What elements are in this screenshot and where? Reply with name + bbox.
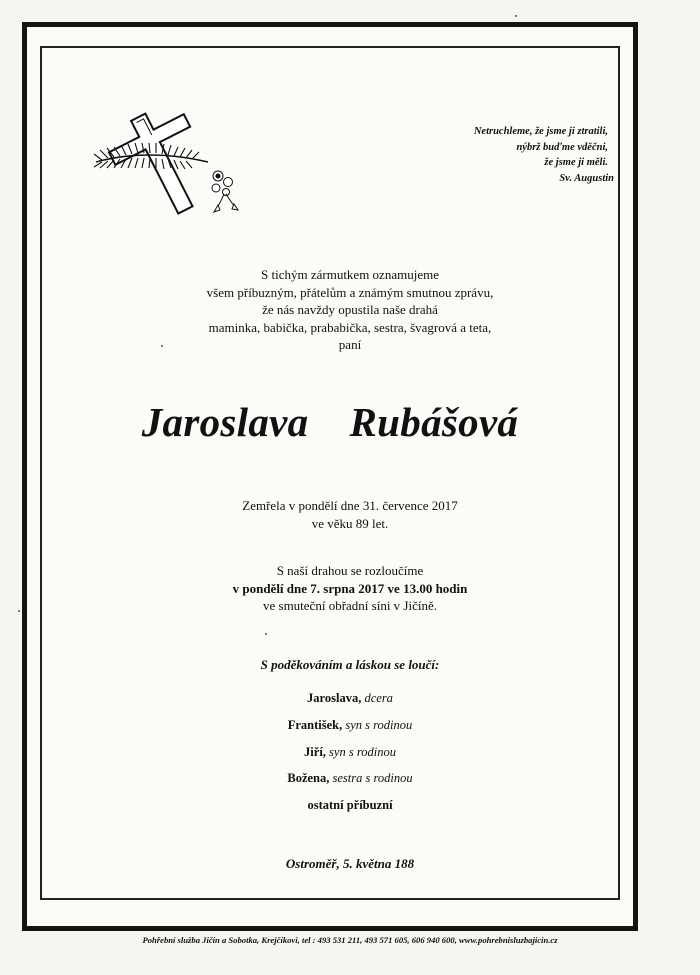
scan-speck — [265, 633, 267, 635]
relative-relation: syn s rodinou — [345, 718, 413, 732]
quote-author: Sv. Augustin — [559, 172, 614, 184]
funeral-service-footer: Pohřební služba Jičín a Sobotka, Krejčíkovi, tel : 493 531 211, 493 571 605, 606 940 600, www.pohrebnisluzbajicin.cz — [142, 935, 558, 945]
relative-name: František, — [287, 718, 343, 732]
relative-row — [0, 691, 700, 706]
deceased-name: Jaroslava Rubášová — [141, 399, 519, 445]
relative-name: Božena, — [287, 771, 330, 785]
death-date: Zemřela v pondělí dne 31. července 2017 — [242, 498, 458, 513]
relative-name: Jaroslava, — [307, 691, 362, 705]
announcement-line: S tichým zármutkem oznamujeme — [261, 267, 439, 282]
announcement-text — [0, 266, 700, 354]
relative-row — [0, 745, 700, 760]
relative-name: ostatní příbuzní — [307, 798, 393, 812]
scan-speck — [515, 15, 517, 17]
relative-row — [0, 771, 700, 786]
relative-relation: dcera — [364, 691, 393, 705]
funeral-datetime: v pondělí dne 7. srpna 2017 ve 13.00 hodin — [232, 580, 468, 596]
quote-block — [473, 124, 614, 186]
relative-row — [0, 798, 700, 813]
funeral-info — [0, 562, 700, 615]
announcement-line: že nás navždy opustila naše drahá — [262, 302, 438, 317]
announcement-line: maminka, babička, prababička, sestra, švagrová a teta, — [208, 319, 492, 335]
family-address: Ostroměř, 5. května 188 — [285, 856, 415, 871]
announcement-line: paní — [338, 337, 362, 352]
funeral-intro: S naší drahou se rozloučíme — [276, 563, 424, 578]
cross-with-palm-branch-icon — [68, 100, 258, 215]
quote-line: že jsme ji měli. — [544, 157, 608, 168]
quote-line: nýbrž buďme vděčni, — [516, 141, 608, 153]
announcement-line: všem příbuzným, přátelům a známým smutnou zprávu, — [206, 284, 494, 300]
death-info — [0, 497, 700, 532]
relative-relation: sestra s rodinou — [332, 771, 413, 785]
mourners-heading: S poděkováním a láskou se loučí: — [260, 657, 440, 672]
quote-line: Netruchleme, že jsme ji ztratili, — [473, 126, 608, 137]
relative-name: Jiří, — [304, 745, 326, 759]
relative-row — [0, 718, 700, 733]
funeral-place: ve smuteční obřadní síni v Jičíně. — [262, 598, 438, 613]
relative-relation: syn s rodinou — [329, 745, 396, 759]
death-age: ve věku 89 let. — [311, 515, 389, 531]
